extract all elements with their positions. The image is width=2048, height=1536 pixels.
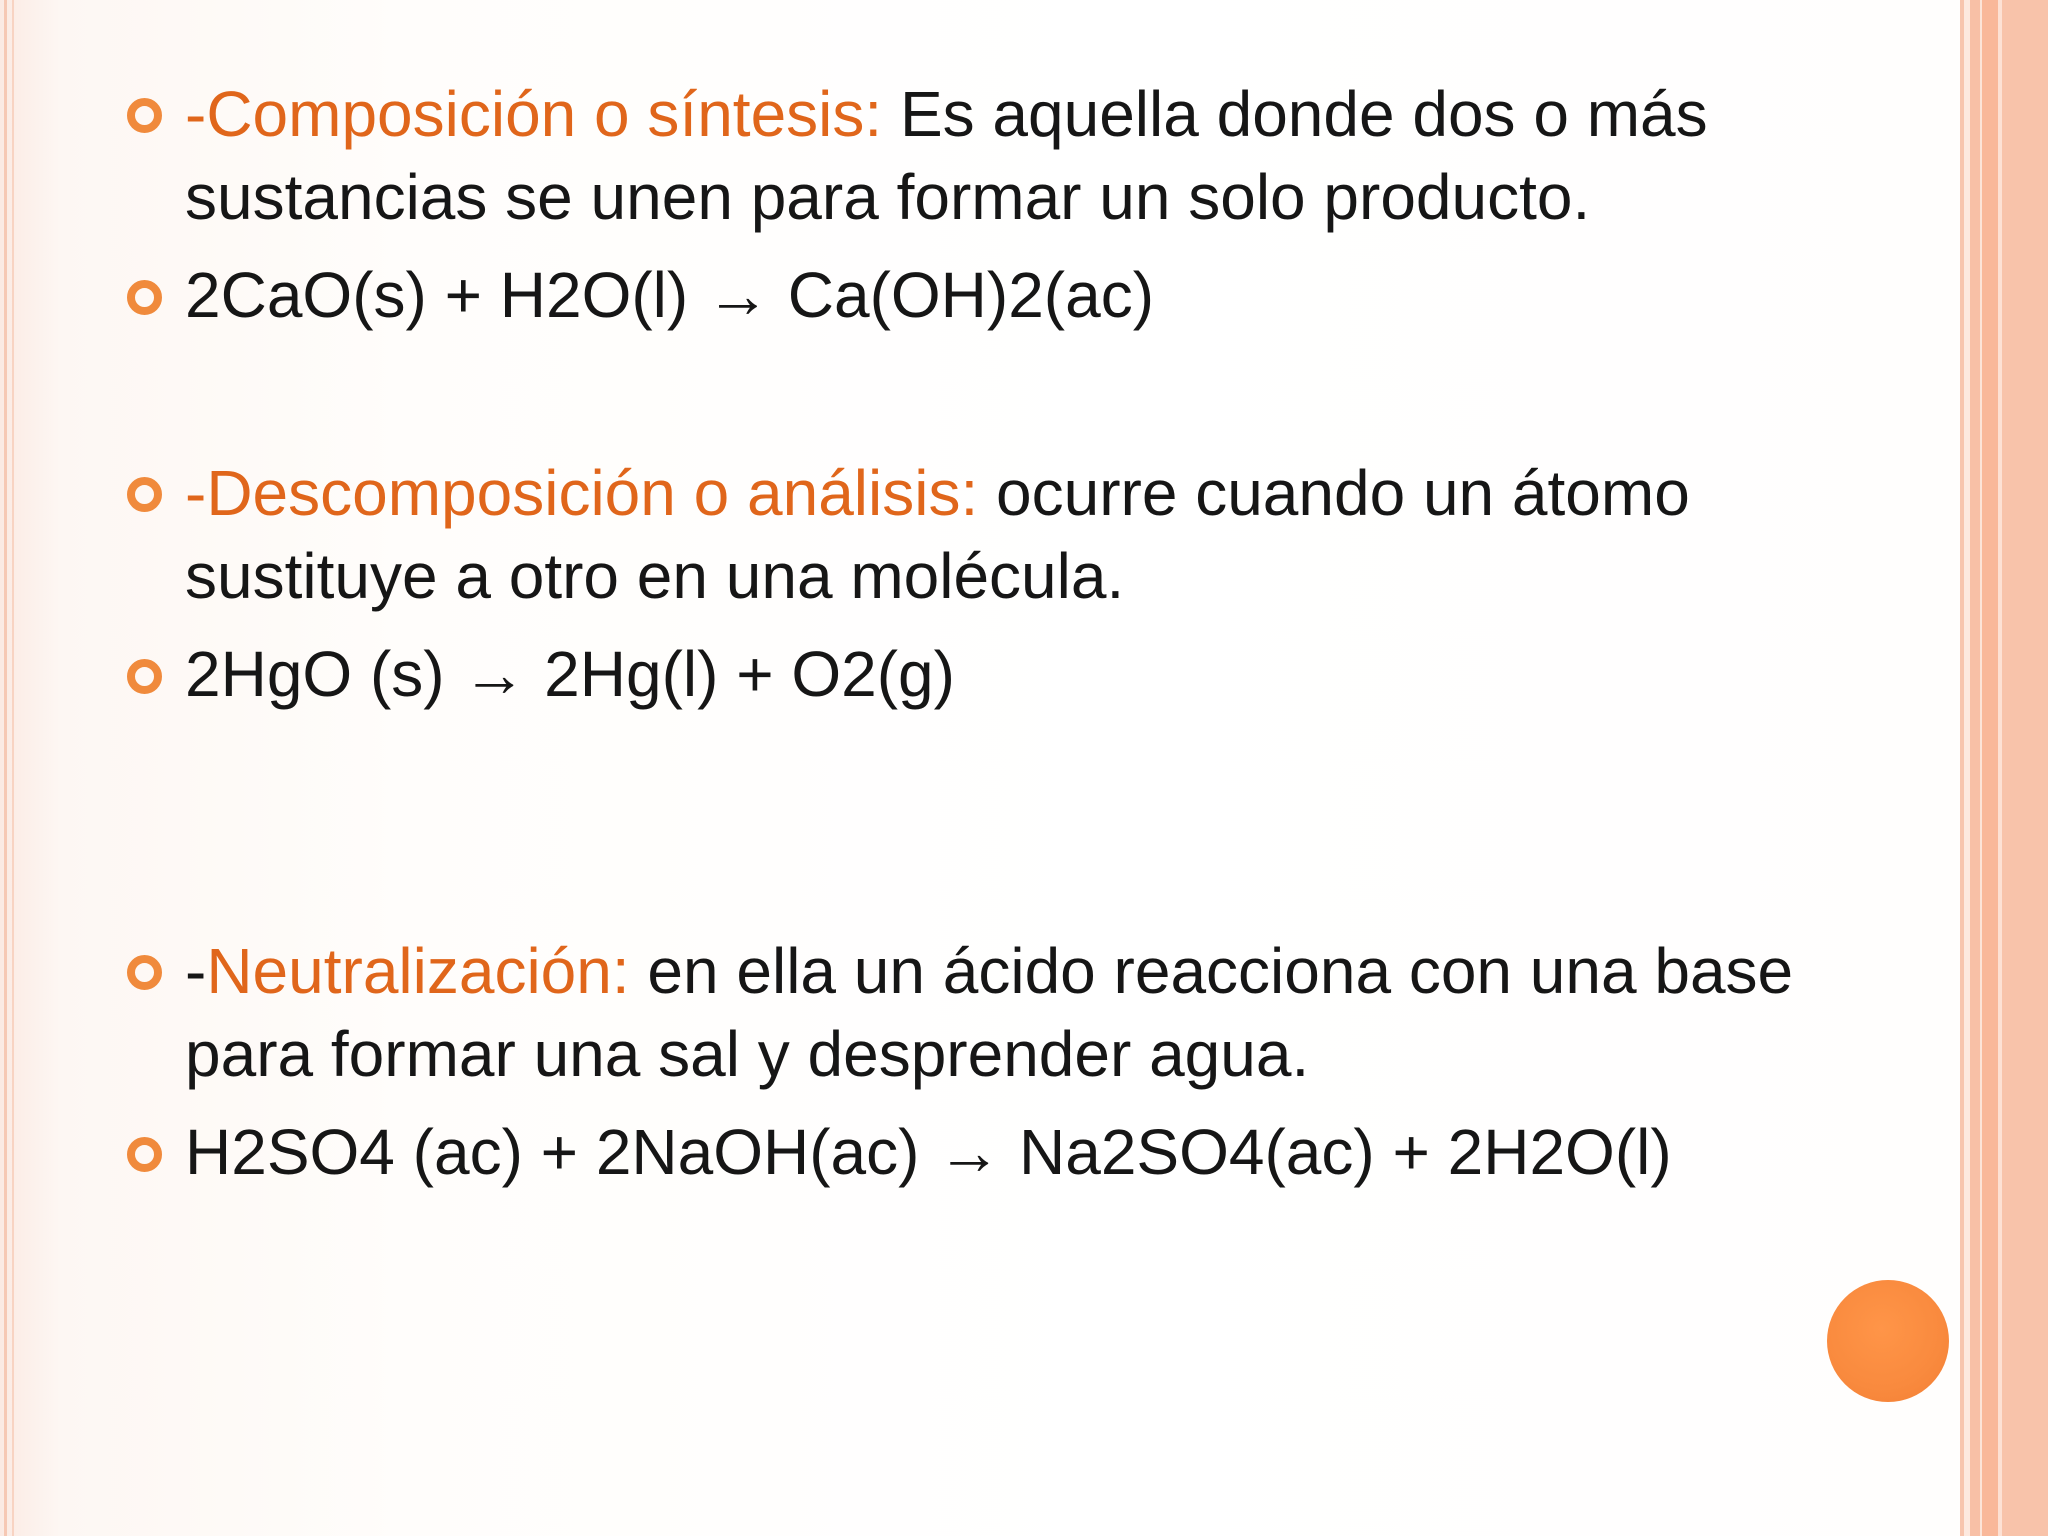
equation-synthesis: 2CaO(s) + H2O(l) → Ca(OH)2(ac) <box>185 259 1154 331</box>
bullet-icon <box>127 659 162 694</box>
right-border-stripe <box>1970 0 1980 1536</box>
left-border-line <box>12 0 14 1536</box>
bullet-neutralizacion <box>185 929 1793 1013</box>
definition-continuation: para formar una sal y desprender agua. <box>185 1018 1310 1090</box>
left-border-line <box>4 0 7 1536</box>
bullet-composicion <box>185 72 1708 156</box>
definition-text: en ella un ácido reacciona con una base <box>629 935 1794 1007</box>
definition-continuation: sustituye a otro en una molécula. <box>185 540 1125 612</box>
bullet-icon <box>127 1137 162 1172</box>
bullet-icon <box>127 955 162 990</box>
equation-neutralization: H2SO4 (ac) + 2NaOH(ac) → Na2SO4(ac) + 2H2O(l) <box>185 1116 1672 1188</box>
bullet-icon <box>127 280 162 315</box>
definition-text: Es aquella donde dos o más <box>882 78 1708 150</box>
bullet-descomposicion <box>185 451 1690 535</box>
term-prefix: - <box>185 935 207 1007</box>
right-border-stripe <box>1982 0 1998 1536</box>
term-label: -Composición o síntesis: <box>185 78 883 150</box>
right-border-stripe <box>2002 0 2048 1536</box>
term-label: -Descomposición o análisis: <box>185 457 979 529</box>
equation-decomposition: 2HgO (s) → 2Hg(l) + O2(g) <box>185 638 955 710</box>
bullet-icon <box>127 98 162 133</box>
bullet-icon <box>127 477 162 512</box>
decorative-circle <box>1827 1280 1949 1402</box>
term-label: Neutralización: <box>206 935 630 1007</box>
definition-text: ocurre cuando un átomo <box>978 457 1690 529</box>
definition-continuation: sustancias se unen para formar un solo producto. <box>185 161 1591 233</box>
